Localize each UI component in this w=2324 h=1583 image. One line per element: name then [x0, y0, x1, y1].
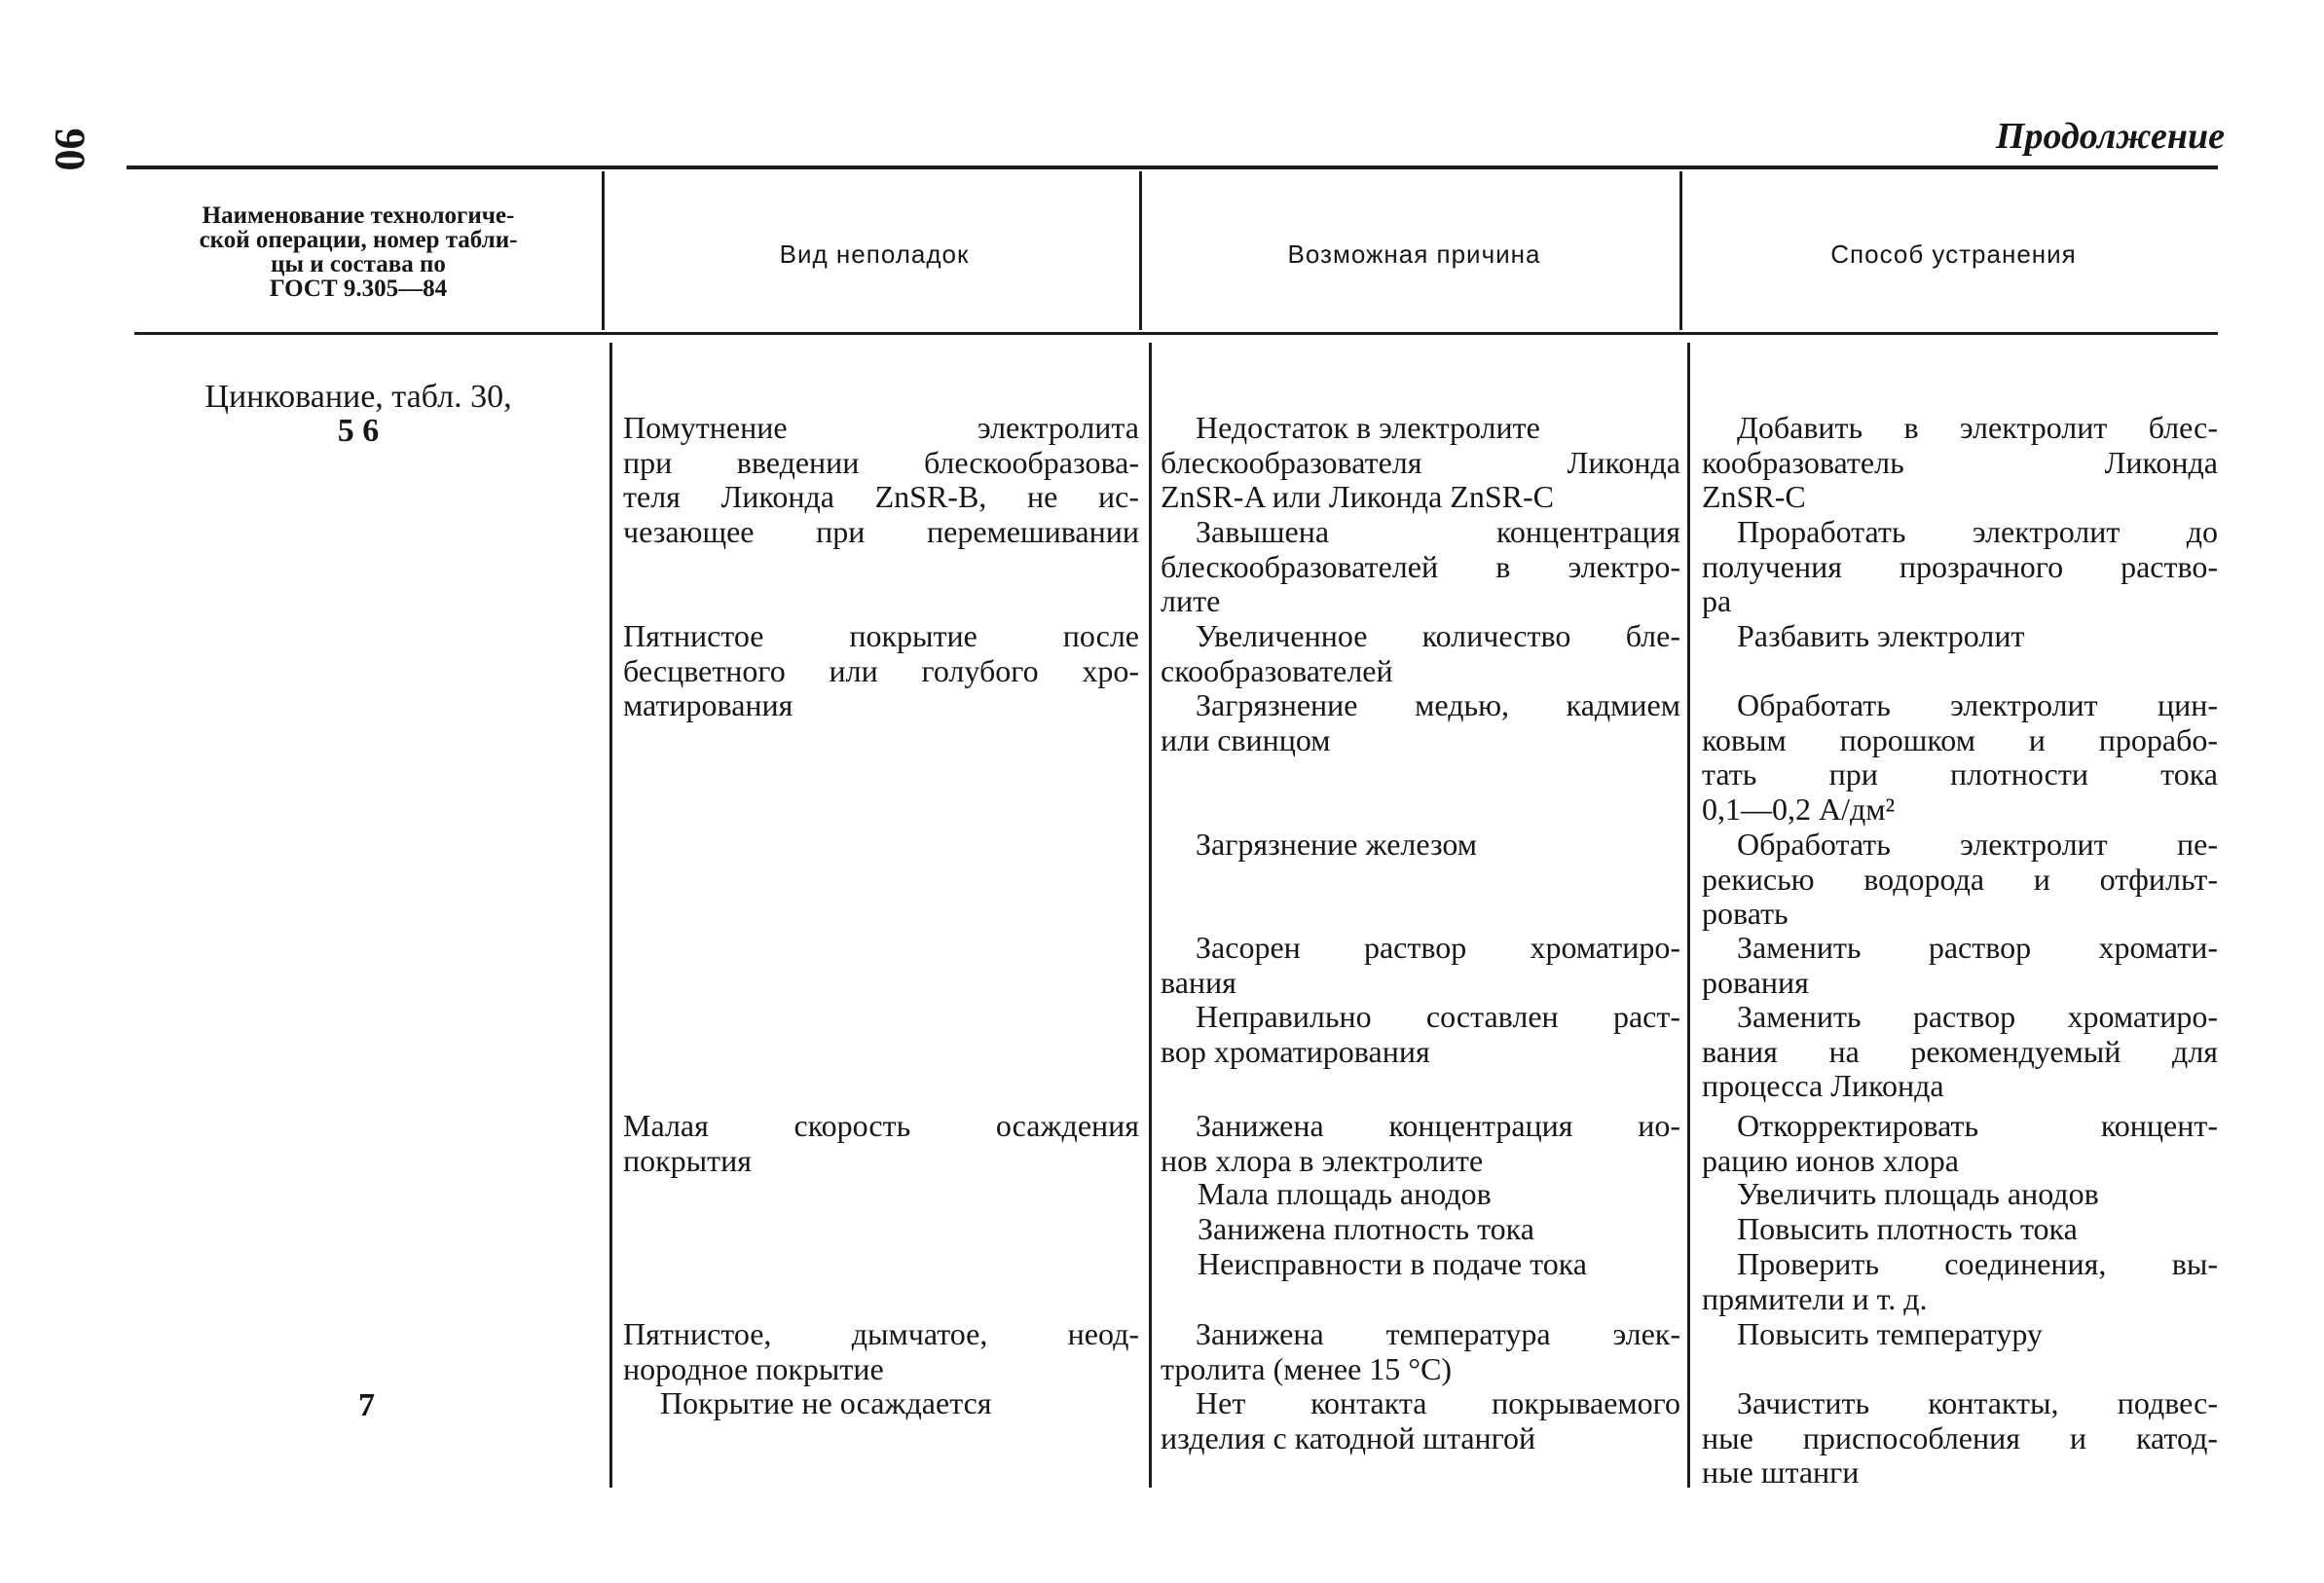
- operation-name: Цинкование, табл. 30,: [204, 379, 512, 415]
- header-remedy: Способ устранения: [1830, 239, 2077, 269]
- header-defect-type: Вид неполадок: [779, 239, 970, 269]
- remedy-item: Обработать электролит пе- рекисью водорода и отфильт- ровать: [1702, 827, 2218, 931]
- header-possible-cause: Возможная причина: [1287, 239, 1541, 269]
- remedy-item: Увеличить площадь анодов: [1737, 1176, 2099, 1211]
- cause-item: Загрязнение медью, кадмием или свинцом: [1161, 687, 1680, 757]
- cause-item: Увеличенное количество бле- скообразователей: [1161, 618, 1680, 688]
- operation-composition-7: 7: [358, 1387, 375, 1423]
- column-divider-2-body: [1149, 343, 1152, 1488]
- remedy-item: Откорректировать концент- рацию ионов хлора: [1702, 1108, 2218, 1178]
- remedy-item: Зачистить контакты, подвес- ные приспособления и катод- ные штанги: [1702, 1385, 2218, 1490]
- column-divider-2: [1139, 171, 1142, 330]
- defect-item: Пятнистое, дымчатое, неод- нородное покрытие: [623, 1316, 1139, 1386]
- header-bottom-rule: [134, 332, 2218, 335]
- remedy-item: Разбавить электролит: [1737, 618, 2025, 653]
- remedy-item: Проверить соединения, вы- прямители и т. д.: [1702, 1246, 2218, 1316]
- cause-item: Неправильно составлен раст- вор хроматирования: [1161, 999, 1680, 1069]
- header-operation: Наименование технологиче- ской операции, номер табли- цы и состава по ГОСТ 9.305—84: [199, 202, 518, 302]
- remedy-item: Добавить в электролит блес- кообразователь Ликонда ZnSR-C: [1702, 410, 2218, 514]
- defect-item: Малая скорость осаждения покрытия: [623, 1108, 1139, 1178]
- remedy-item: Повысить плотность тока: [1737, 1211, 2078, 1246]
- cause-item: Занижена концентрация ио- нов хлора в электролите: [1161, 1108, 1680, 1178]
- cause-item: Недостаток в электролите блескообразователя Ликонда ZnSR-A или Ликонда ZnSR-C: [1161, 410, 1680, 514]
- defect-item: Покрытие не осаждается: [660, 1385, 992, 1420]
- cause-item: Занижена плотность тока: [1198, 1211, 1534, 1246]
- remedy-item: Повысить температуру: [1737, 1316, 2043, 1351]
- table-top-rule: [127, 166, 2218, 169]
- cause-item: Завышена концентрация блескообразователей в электро- лите: [1161, 514, 1680, 618]
- defect-item: Пятнистое покрытие после бесцветного или голубого хро- матирования: [623, 618, 1139, 722]
- cause-item: Нет контакта покрываемого изделия с катодной штангой: [1161, 1385, 1680, 1455]
- cause-item: Мала площадь анодов: [1198, 1176, 1492, 1211]
- column-divider-3-body: [1687, 343, 1690, 1488]
- remedy-item: Проработать электролит до получения прозрачного раство- ра: [1702, 514, 2218, 618]
- remedy-item: Заменить раствор хромати- рования: [1702, 930, 2218, 1000]
- column-divider-1-body: [609, 343, 612, 1488]
- cause-item: Неисправности в подаче тока: [1198, 1246, 1587, 1281]
- page-number: 90: [46, 128, 94, 171]
- cause-item: Занижена температура элек- тролита (менее 15 °С): [1161, 1316, 1680, 1386]
- remedy-item: Обработать электролит цин- ковым порошком и прорабо- тать при плотности тока 0,1—0,2 А/дм²: [1702, 687, 2218, 827]
- defect-item: Помутнение электролита при введении блескообразова- теля Ликонда ZnSR-B, не ис- чезающее при перемешивании: [623, 410, 1139, 549]
- remedy-item: Заменить раствор хроматиро- вания на рекомендуемый для процесса Ликонда: [1702, 999, 2218, 1103]
- cause-item: Загрязнение железом: [1196, 827, 1478, 862]
- column-divider-1: [602, 171, 605, 330]
- column-divider-3: [1679, 171, 1682, 330]
- continuation-label: Продолжение: [1995, 116, 2225, 157]
- operation-compositions: 5 6: [337, 413, 380, 449]
- cause-item: Засорен раствор хроматиро- вания: [1161, 930, 1680, 1000]
